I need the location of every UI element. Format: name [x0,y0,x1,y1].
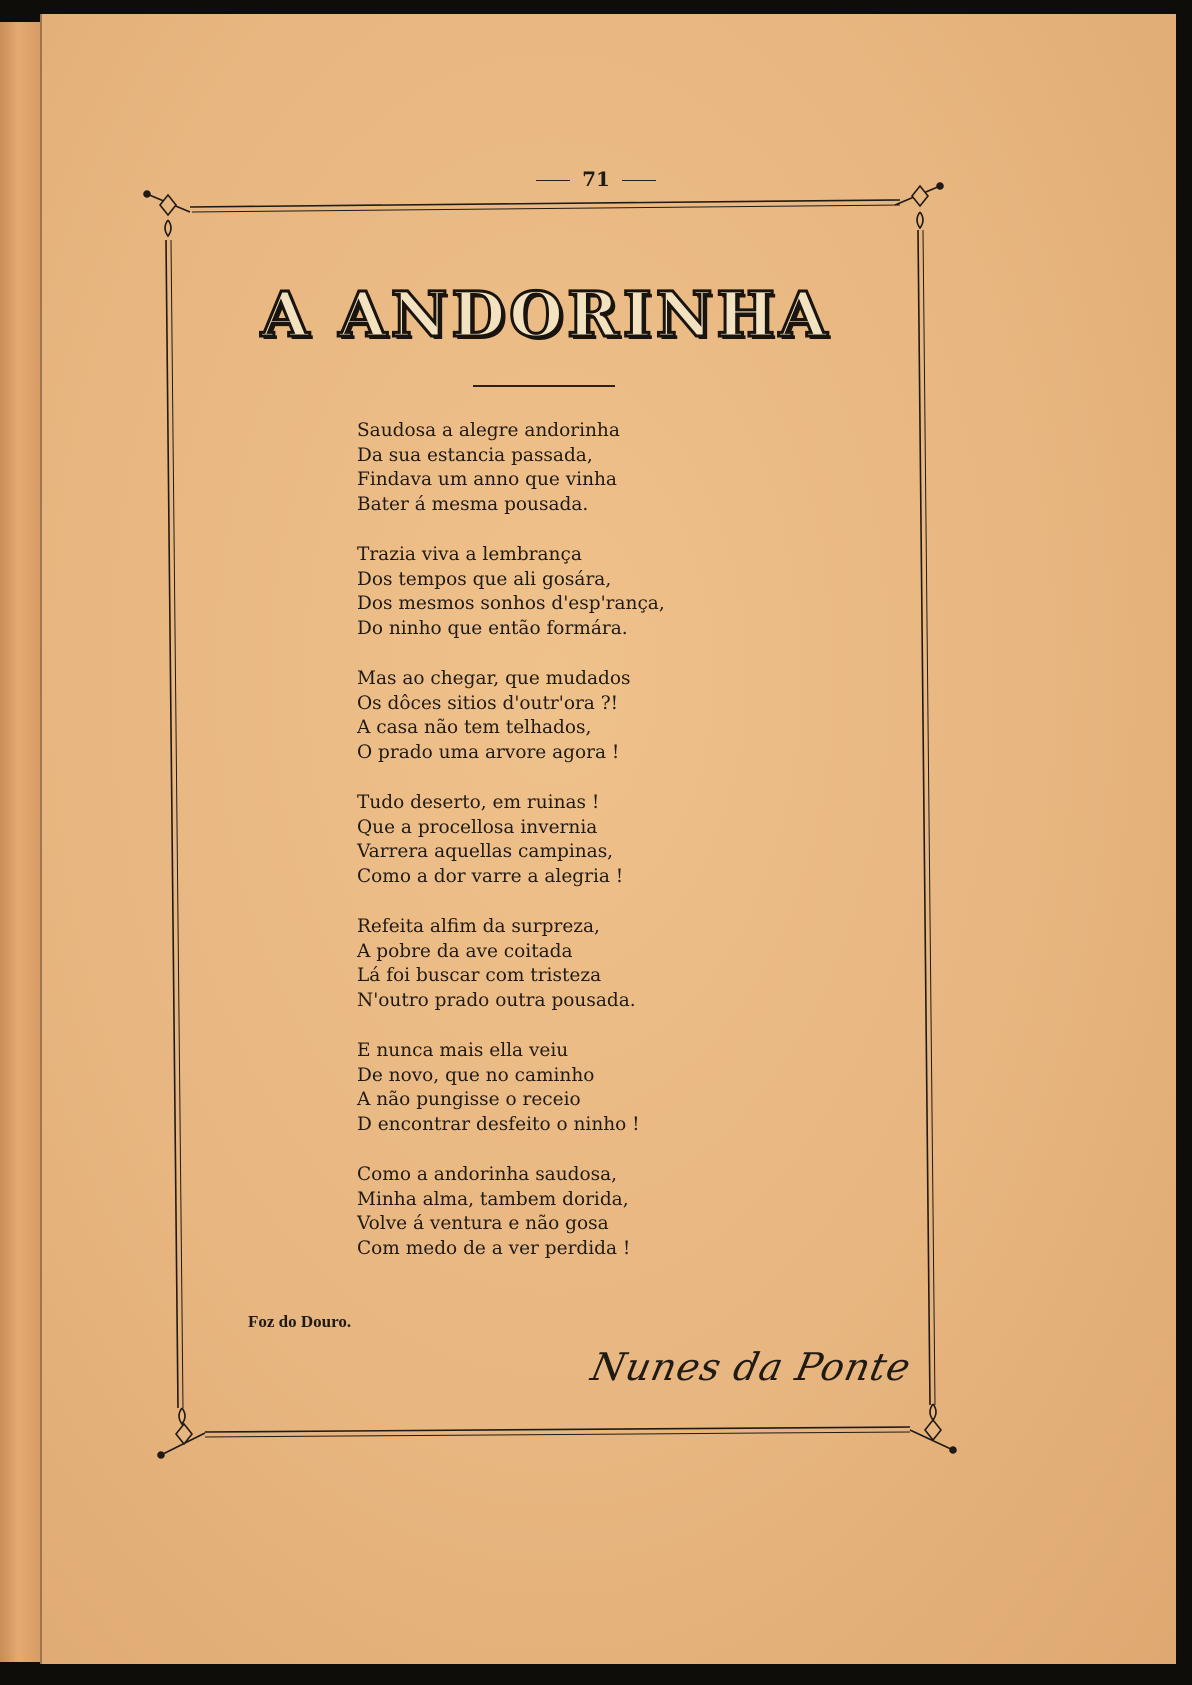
frame-left-rule-outer [166,240,178,1408]
stanza [357,791,777,889]
poem-line: D encontrar desfeito o ninho ! [357,1113,640,1135]
poem-line: Dos mesmos sonhos d'esp'rança, [357,593,665,614]
poem-line: Volve á ventura e não gosa [357,1213,609,1234]
poem-line: E nunca mais ella veiu [357,1040,569,1061]
frame-right-rule-outer [918,230,930,1405]
place-dateline: Foz do Douro. [248,1312,352,1331]
poem-title: A ANDORINHA [260,278,832,351]
stanza [357,667,777,765]
stanza [357,915,777,1013]
stanza [357,1163,777,1261]
poem-line: Com medo de a ver perdida ! [357,1237,631,1259]
poem-line: Varrera aquellas campinas, [357,841,614,862]
frame-bottom-rule-outer [205,1427,910,1432]
poem-line: Que a procellosa invernia [357,816,598,838]
poem-line: A não pungisse o receio [357,1089,581,1110]
corner-bottom-left [158,1408,205,1458]
poem-line: Bater á mesma pousada. [357,493,589,515]
author-signature: Nunes da Ponte [587,1345,916,1389]
poem-line: Findava um anno que vinha [357,469,617,490]
poem-line: Dos tempos que ali gosára, [357,568,612,590]
poem-line: Refeita alfim da surpreza, [357,916,600,937]
poem-line: Saudosa a alegre andorinha [357,420,620,441]
poem-line: Tudo deserto, em ruinas ! [357,792,600,813]
stanza [357,543,777,641]
poem-line: A casa não tem telhados, [357,717,592,738]
stanza [357,1039,777,1137]
corner-bottom-right [910,1404,956,1453]
title-underline [473,385,615,387]
corner-top-right [895,183,943,228]
poem-line: Da sua estancia passada, [357,444,593,466]
poem-line: Lá foi buscar com tristeza [357,965,602,986]
poem-line: Minha alma, tambem dorida, [357,1188,629,1210]
poem-line: Trazia viva a lembrança [357,544,582,565]
poem-line: Mas ao chegar, que mudados [357,668,631,689]
poem-line: Do ninho que então formára. [357,617,628,639]
poem-line: De novo, que no caminho [357,1064,595,1086]
poem-line: Como a andorinha saudosa, [357,1164,618,1185]
stanza [357,419,777,517]
frame-bottom-rule-inner [205,1432,910,1437]
poem-body [357,419,777,1287]
corner-top-left [144,191,190,236]
poem-line: N'outro prado outra pousada. [357,989,636,1011]
poem-line: Como a dor varre a alegria ! [357,865,624,887]
poem-line: O prado uma arvore agora ! [357,741,620,763]
poem-line: Os dôces sitios d'outr'ora ?! [357,692,619,714]
poem-line: A pobre da ave coitada [357,940,573,962]
page-number-text: 71 [582,167,610,191]
